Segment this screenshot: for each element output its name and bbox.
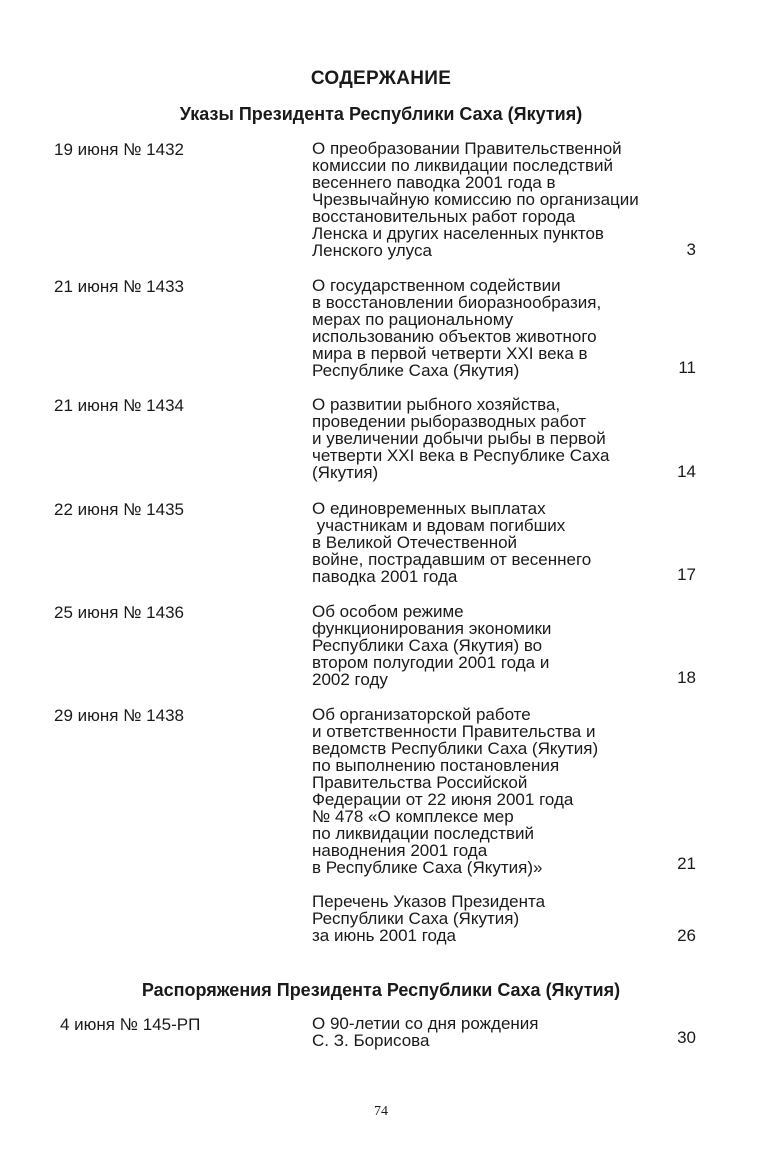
entry-title-line: О единовременных выплатах	[312, 499, 546, 518]
entry-title	[312, 603, 692, 688]
entry-title-line: наводнения 2001 года	[312, 841, 488, 860]
entry-title-line: Республики Саха (Якутия)	[312, 909, 520, 928]
entry-date: 29 июня № 1438	[54, 706, 184, 725]
entry-title-line: по ликвидации последствий	[312, 824, 534, 843]
entry-title-line: Федерации от 22 июня 2001 года	[312, 790, 574, 809]
entry-title-line: войне, пострадавшим от весеннего	[312, 550, 592, 569]
entry-title-line: восстановительных работ города	[312, 207, 576, 226]
entry-title	[312, 500, 692, 585]
entry-title	[312, 706, 692, 876]
entry-title-line: Ленска и других населенных пунктов	[312, 224, 604, 243]
entry-title-line: № 478 «О комплексе мер	[312, 807, 514, 826]
entry-title-line: в восстановлении биоразнообразия,	[312, 293, 602, 312]
entry-title-line: участникам и вдовам погибших	[312, 516, 566, 535]
entry-title-line: в Республике Саха (Якутия)»	[312, 858, 543, 877]
entry-title-line: С. З. Борисова	[312, 1031, 430, 1050]
entry-title-line: в Великой Отечественной	[312, 533, 518, 552]
section-heading-rasporyazheniya: Распоряжения Президента Республики Саха (Якутия)	[141, 980, 621, 1000]
entry-title-line: использованию объектов животного	[312, 327, 597, 346]
entry-page-number: 26	[677, 926, 696, 945]
entry-title-line: четверти XXI века в Республике Саха	[312, 446, 610, 465]
entry-title-line: О государственном содействии	[312, 276, 561, 295]
entry-page-number: 21	[677, 854, 696, 873]
entry-page-number: 11	[678, 358, 696, 377]
entry-title	[312, 277, 692, 379]
entry-title-line: проведении рыборазводных работ	[312, 412, 587, 431]
entry-title-line: О преобразовании Правительственной	[312, 139, 622, 158]
entry-title	[312, 140, 692, 259]
entry-title-line: Правительства Российской	[312, 773, 528, 792]
entry-date: 25 июня № 1436	[54, 603, 184, 622]
entry-title-line: за июнь 2001 года	[312, 926, 457, 945]
entry-date: 21 июня № 1433	[54, 277, 184, 296]
entry-title-line: Об организаторской работе	[312, 705, 531, 724]
entry-title-line: Чрезвычайную комиссию по организации	[312, 190, 639, 209]
section-heading-ukazy: Указы Президента Республики Саха (Якутия)	[179, 104, 583, 124]
page-number: 74	[374, 1104, 388, 1119]
entry-title-line: 2002 году	[312, 670, 388, 689]
entry-title-line: Республики Саха (Якутия) во	[312, 636, 543, 655]
entry-title-line: Перечень Указов Президента	[312, 892, 546, 911]
entry-title-line: паводка 2001 года	[312, 567, 458, 586]
entry-title-line: (Якутия)	[312, 463, 379, 482]
entry-title-line: комиссии по ликвидации последствий	[312, 156, 613, 175]
entry-date: 21 июня № 1434	[54, 396, 184, 415]
entry-date: 22 июня № 1435	[54, 500, 184, 519]
entry-page-number: 30	[677, 1028, 696, 1047]
entry-title-line: и ответственности Правительства и	[312, 722, 596, 741]
entry-title-line: ведомств Республики Саха (Якутия)	[312, 739, 599, 758]
entry-title	[312, 893, 692, 944]
entry-title-line: О 90-летии со дня рождения	[312, 1014, 539, 1033]
entry-date: 4 июня № 145-РП	[60, 1015, 201, 1034]
entry-date: 19 июня № 1432	[54, 140, 184, 159]
entry-page-number: 17	[677, 565, 696, 584]
entry-page-number: 3	[686, 240, 696, 259]
entry-title-line: втором полугодии 2001 года и	[312, 653, 550, 672]
entry-title-line: Республике Саха (Якутия)	[312, 361, 520, 380]
entry-title-line: по выполнению постановления	[312, 756, 560, 775]
entry-title-line: функционирования экономики	[312, 619, 552, 638]
entry-title	[312, 396, 692, 481]
entry-page-number: 18	[677, 668, 696, 687]
entry-title-line: Ленского улуса	[312, 241, 432, 260]
entry-title-line: О развитии рыбного хозяйства,	[312, 395, 561, 414]
entry-title-line: мира в первой четверти XXI века в	[312, 344, 588, 363]
entry-title-line: мерах по рациональному	[312, 310, 514, 329]
entry-title-line: весеннего паводка 2001 года в	[312, 173, 556, 192]
entry-title	[312, 1015, 692, 1049]
entry-page-number: 14	[677, 462, 696, 481]
entry-title-line: Об особом режиме	[312, 602, 464, 621]
entry-title-line: и увеличении добычи рыбы в первой	[312, 429, 606, 448]
page-title: СОДЕРЖАНИЕ	[310, 68, 452, 89]
